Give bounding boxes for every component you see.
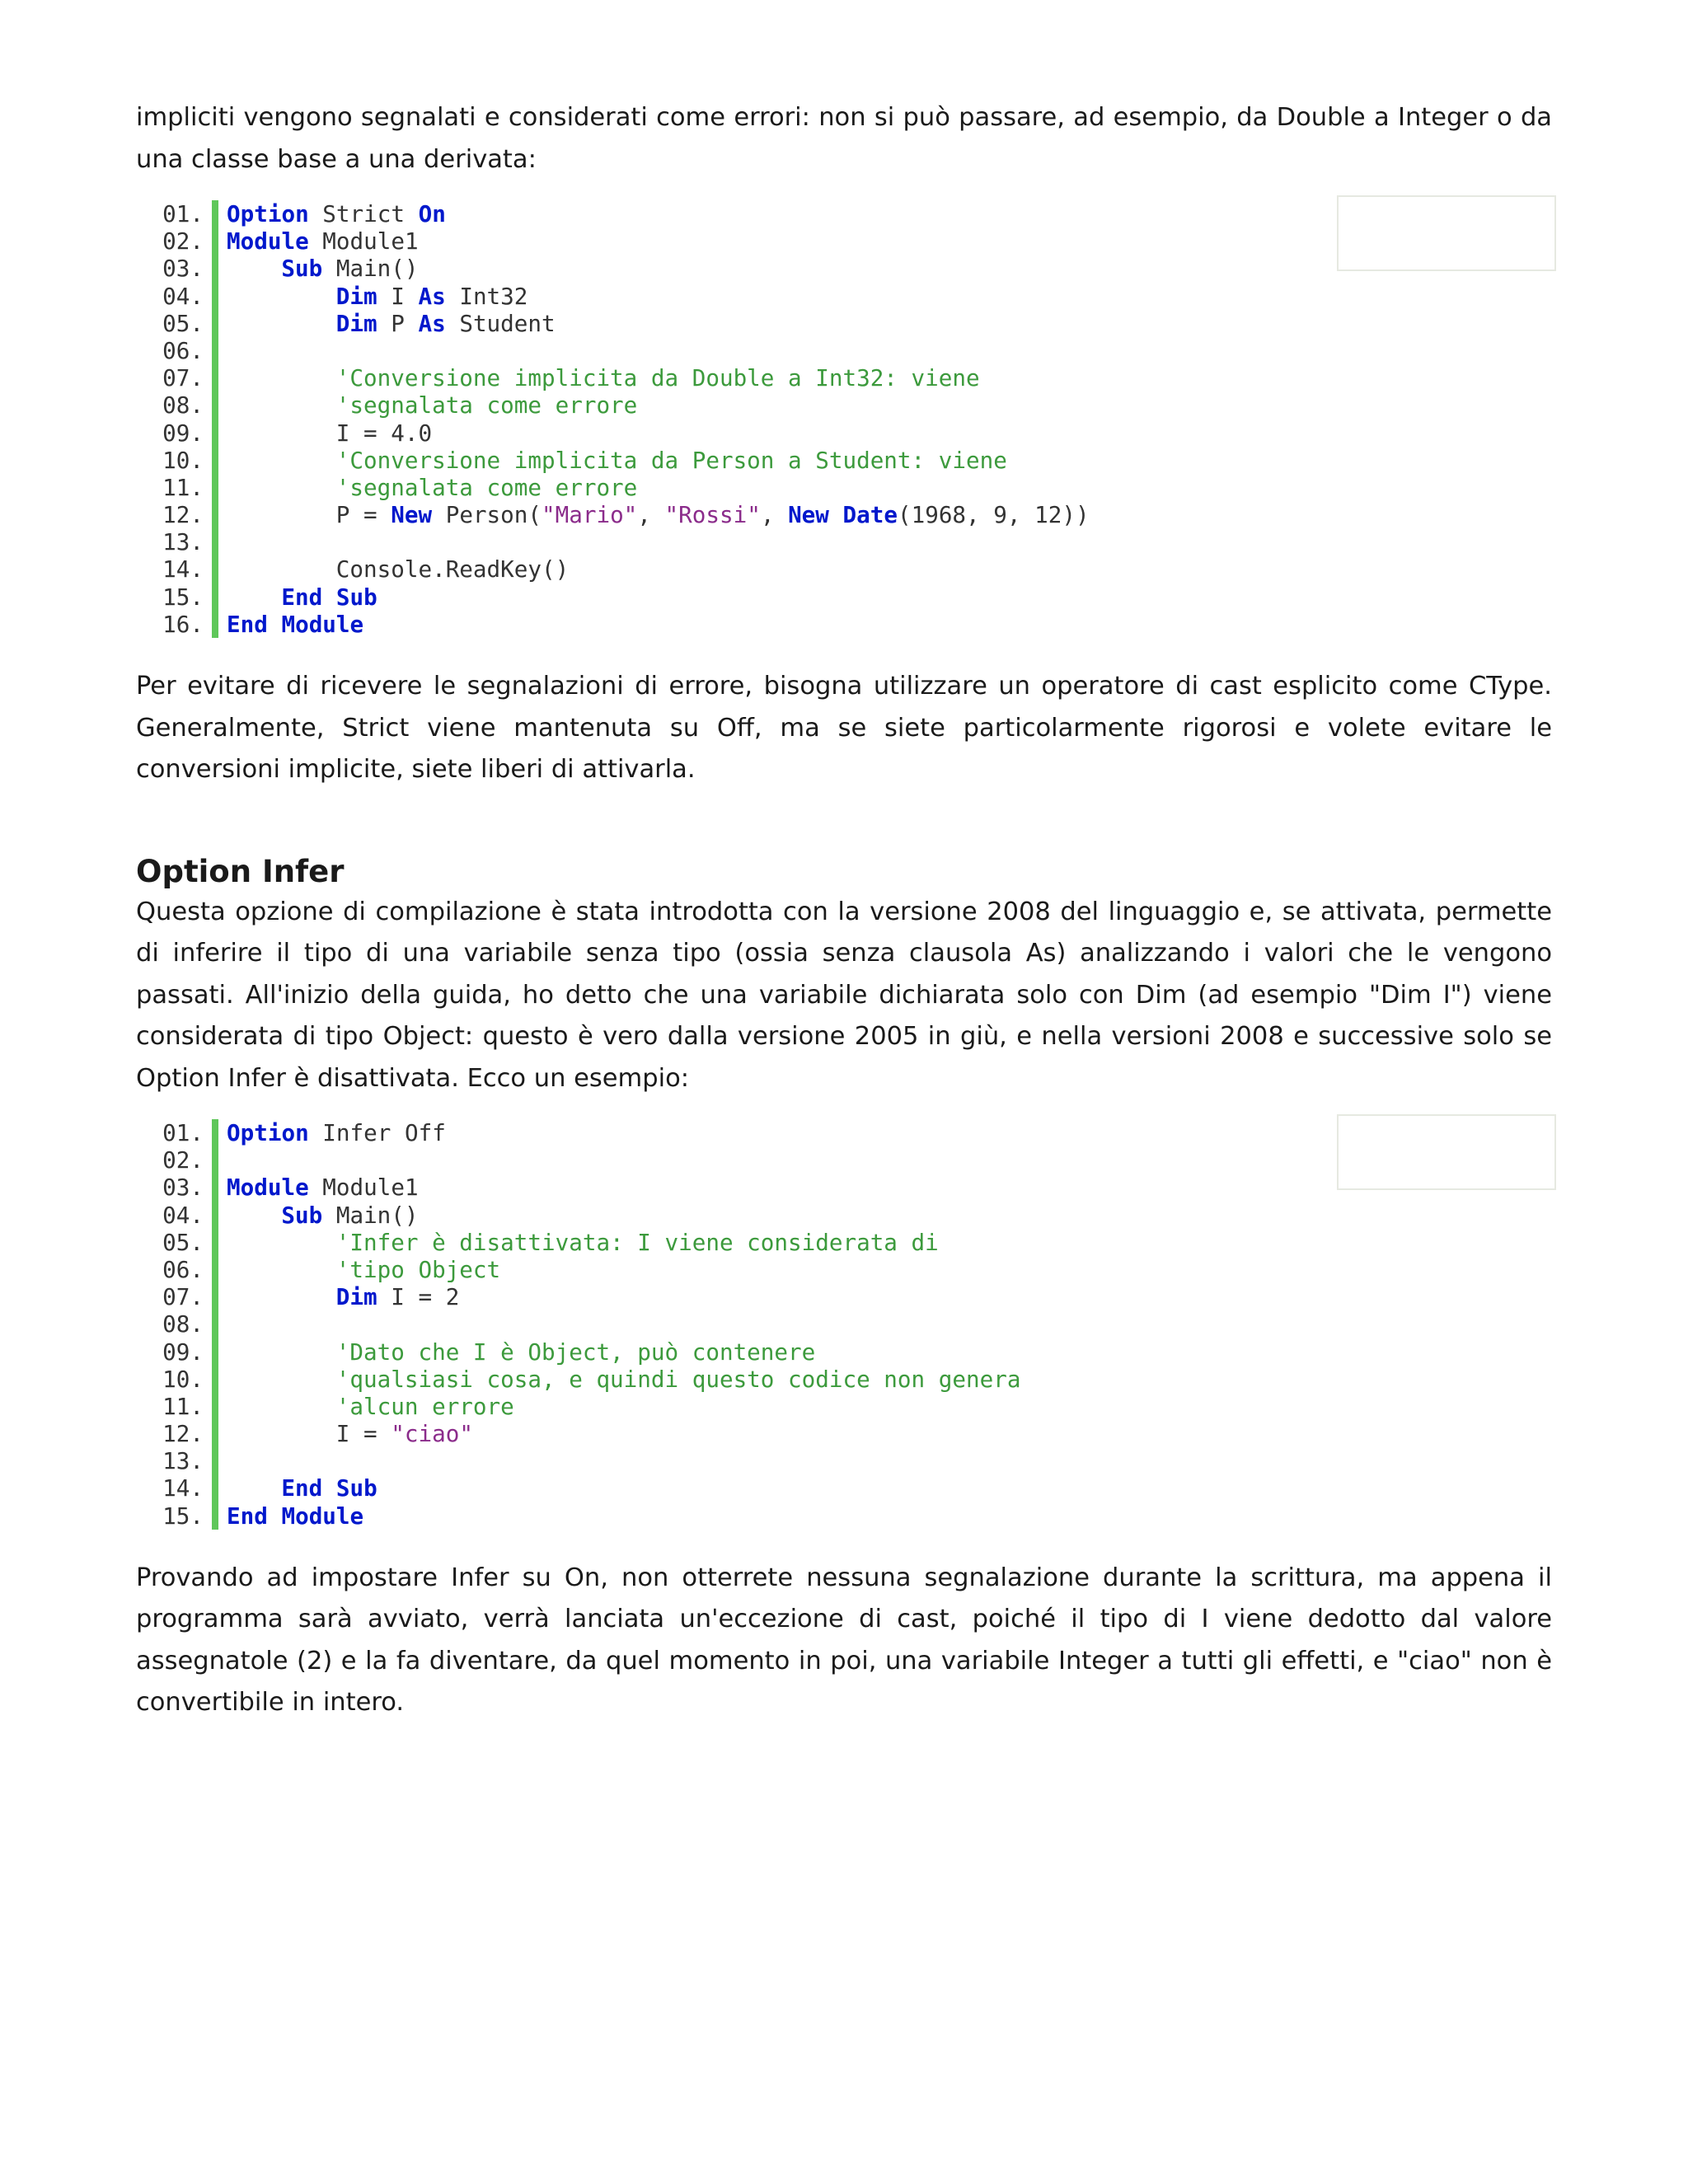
code-keyword: Sub <box>335 583 377 611</box>
code-line <box>136 283 1552 310</box>
line-number: 07. <box>162 1283 204 1311</box>
line-number: 15. <box>162 583 204 611</box>
code-token: Int32 <box>445 282 528 310</box>
code-keyword: Dim <box>335 309 377 337</box>
line-number: 05. <box>162 309 204 337</box>
code-line <box>136 474 1552 501</box>
code-text <box>227 611 363 638</box>
code-comment: 'qualsiasi cosa, e quindi questo codice non genera <box>335 1365 1021 1393</box>
code-keyword: Dim <box>335 282 377 310</box>
code-token: Student <box>445 309 556 337</box>
code-keyword: End <box>281 583 323 611</box>
code-keyword: End <box>227 1502 268 1530</box>
code-token <box>268 1502 282 1530</box>
code-line <box>136 1447 1552 1474</box>
code-token: Infer Off <box>308 1119 446 1146</box>
code-text <box>227 1119 446 1146</box>
line-number: 08. <box>162 391 204 419</box>
code-text <box>227 1202 419 1229</box>
code-line <box>136 555 1552 583</box>
code-gutter <box>212 555 218 583</box>
code-text <box>227 1393 514 1420</box>
code-text <box>227 310 556 337</box>
code-token: Strict <box>308 200 419 227</box>
code-comment: 'alcun errore <box>335 1392 514 1420</box>
code-keyword: Sub <box>335 1474 377 1502</box>
line-number: 11. <box>162 1392 204 1420</box>
line-number: 08. <box>162 1310 204 1338</box>
code-token: I = 4.0 <box>335 419 433 447</box>
code-string: "Rossi" <box>664 501 761 529</box>
line-number: 12. <box>162 501 204 529</box>
code-block-option-infer <box>136 1119 1552 1530</box>
code-toolbar-box <box>1337 195 1556 271</box>
code-gutter <box>212 1146 218 1174</box>
code-token: , <box>637 501 665 529</box>
code-text <box>227 501 1090 528</box>
code-keyword: Module <box>281 1502 364 1530</box>
code-line <box>136 528 1552 555</box>
code-line <box>136 310 1552 337</box>
line-number: 04. <box>162 1201 204 1229</box>
code-text <box>227 255 419 282</box>
code-comment: 'segnalata come errore <box>335 473 638 501</box>
code-line <box>136 419 1552 447</box>
code-comment: 'tipo Object <box>335 1255 501 1283</box>
line-number: 04. <box>162 282 204 310</box>
code-gutter <box>212 1420 218 1447</box>
line-number: 09. <box>162 419 204 447</box>
code-keyword: Dim <box>335 1283 377 1311</box>
code-keyword: New <box>788 501 829 529</box>
code-gutter <box>212 200 218 227</box>
code-gutter <box>212 474 218 501</box>
code-gutter <box>212 1474 218 1502</box>
code-keyword: Option <box>227 200 309 227</box>
code-line <box>136 1310 1552 1338</box>
code-token: (1968, 9, 12)) <box>897 501 1090 529</box>
paragraph-strict-explanation: Per evitare di ricevere le segnalazioni di errore, bisogna utilizzare un operatore di cast esplicito come CType. Generalmente, Strict viene mantenuta su Off, ma se siete particolarmente rigorosi e volete evitare le conversioni implicite, siete liberi di attivarla. <box>136 672 1552 784</box>
code-text <box>227 1420 473 1447</box>
code-comment: 'Conversione implicita da Double a Int32: viene <box>335 364 980 392</box>
code-gutter <box>212 528 218 555</box>
code-text <box>227 1366 1020 1393</box>
code-gutter <box>212 310 218 337</box>
code-token: I = <box>335 1420 392 1448</box>
code-token: I = 2 <box>377 1283 460 1311</box>
code-keyword: Sub <box>281 1201 323 1229</box>
code-text <box>227 447 1007 474</box>
code-keyword: Module <box>227 1174 309 1202</box>
code-text <box>227 555 569 583</box>
code-text <box>227 1338 815 1366</box>
code-token: Module1 <box>308 227 419 255</box>
code-gutter <box>212 1283 218 1310</box>
code-comment: 'Infer è disattivata: I viene considerata di <box>335 1228 939 1256</box>
code-line <box>136 337 1552 364</box>
code-block-option-strict <box>136 200 1552 638</box>
code-token: P <box>377 309 419 337</box>
code-gutter <box>212 501 218 528</box>
code-gutter <box>212 255 218 282</box>
code-token <box>322 583 336 611</box>
code-text <box>227 1502 363 1530</box>
line-number: 09. <box>162 1338 204 1366</box>
code-token: Person( <box>432 501 542 529</box>
code-keyword: Module <box>281 610 364 638</box>
code-text <box>227 583 377 611</box>
code-gutter <box>212 1119 218 1146</box>
code-token: P = <box>335 501 392 529</box>
code-keyword: Module <box>227 227 309 255</box>
line-number: 02. <box>162 227 204 255</box>
code-string: "Mario" <box>542 501 638 529</box>
code-line <box>136 1338 1552 1366</box>
line-number: 14. <box>162 1474 204 1502</box>
code-string: "ciao" <box>391 1420 473 1448</box>
line-number: 03. <box>162 1174 204 1202</box>
line-number: 05. <box>162 1228 204 1256</box>
code-gutter <box>212 1393 218 1420</box>
line-number: 11. <box>162 473 204 501</box>
code-line <box>136 611 1552 638</box>
code-token: I <box>377 282 419 310</box>
line-number: 01. <box>162 200 204 227</box>
code-text <box>227 391 637 419</box>
code-line <box>136 364 1552 391</box>
code-text <box>227 1229 939 1256</box>
code-token: Main() <box>322 255 419 283</box>
code-gutter <box>212 364 218 391</box>
code-line <box>136 1420 1552 1447</box>
line-number: 07. <box>162 364 204 392</box>
document-page <box>136 97 1552 1724</box>
line-number: 16. <box>162 610 204 638</box>
paragraph-infer-on: Provando ad impostare Infer su On, non otterrete nessuna segnalazione durante la scrittura, ma appena il programma sarà avviato, verrà lanciata un'eccezione di cast, poiché il tipo di I viene dedotto dal valore assegnatole (2) e la fa diventare, da quel momento in poi, una variabile Integer a tutti gli effetti, e "ciao" non è convertibile in intero. <box>136 1563 1552 1718</box>
code-token <box>322 1474 336 1502</box>
code-text <box>227 200 446 227</box>
code-gutter <box>212 1366 218 1393</box>
code-gutter <box>212 1338 218 1366</box>
code-gutter <box>212 1256 218 1283</box>
code-gutter <box>212 337 218 364</box>
code-token: Module1 <box>308 1174 419 1202</box>
code-line <box>136 1366 1552 1393</box>
code-keyword: On <box>418 200 446 227</box>
code-text <box>227 283 528 310</box>
code-line <box>136 1229 1552 1256</box>
code-line <box>136 583 1552 611</box>
line-number: 15. <box>162 1502 204 1530</box>
code-line <box>136 1474 1552 1502</box>
code-gutter <box>212 447 218 474</box>
line-number: 10. <box>162 446 204 474</box>
code-token <box>268 611 282 638</box>
paragraph-intro: impliciti vengono segnalati e considerati come errori: non si può passare, ad esempio, da Double a Integer o da una classe base a una derivata: <box>136 103 1552 174</box>
code-text <box>227 1283 459 1310</box>
code-gutter <box>212 227 218 255</box>
code-keyword: End <box>227 610 268 638</box>
code-toolbar-box <box>1337 1114 1556 1190</box>
code-gutter <box>212 1174 218 1201</box>
code-gutter <box>212 1502 218 1530</box>
code-line <box>136 1202 1552 1229</box>
code-line <box>136 391 1552 419</box>
code-gutter <box>212 283 218 310</box>
code-comment: 'segnalata come errore <box>335 391 638 419</box>
code-keyword: End <box>281 1474 323 1502</box>
line-number: 14. <box>162 555 204 583</box>
line-number: 12. <box>162 1420 204 1448</box>
code-line <box>136 1393 1552 1420</box>
code-token: , <box>760 501 789 529</box>
line-number: 06. <box>162 336 204 364</box>
code-token: Main() <box>322 1201 419 1229</box>
code-text <box>227 1174 419 1201</box>
code-line <box>136 501 1552 528</box>
code-gutter <box>212 583 218 611</box>
code-gutter <box>212 611 218 638</box>
line-number: 01. <box>162 1119 204 1146</box>
code-text <box>227 1474 377 1502</box>
paragraph-infer-explanation: Questa opzione di compilazione è stata introdotta con la versione 2008 del linguaggio e, se attivata, permette di inferire il tipo di una variabile senza tipo (ossia senza clausola As) analizzando i valori che le vengono passati. All'inizio della guida, ho detto che una variabile dichiarata solo con Dim (ad esempio "Dim I") viene considerata di tipo Object: questo è vero dalla versione 2005 in giù, e nella versioni 2008 e successive solo se Option Infer è disattivata. Ecco un esempio: <box>136 897 1552 1093</box>
code-keyword: As <box>418 309 446 337</box>
code-keyword: As <box>418 282 446 310</box>
code-comment: 'Dato che I è Object, può contenere <box>335 1338 816 1366</box>
code-keyword: Option <box>227 1119 309 1146</box>
code-line <box>136 1256 1552 1283</box>
code-line <box>136 1502 1552 1530</box>
line-number: 10. <box>162 1365 204 1393</box>
section-heading-option-infer: Option Infer <box>136 853 345 889</box>
code-gutter <box>212 1310 218 1338</box>
code-text <box>227 474 637 501</box>
code-gutter <box>212 1229 218 1256</box>
line-number: 03. <box>162 255 204 283</box>
code-keyword: Date <box>842 501 898 529</box>
code-line <box>136 447 1552 474</box>
line-number: 13. <box>162 528 204 556</box>
code-text <box>227 419 432 447</box>
line-number: 06. <box>162 1255 204 1283</box>
code-token: Console.ReadKey() <box>335 555 570 583</box>
code-text <box>227 227 419 255</box>
line-number: 02. <box>162 1146 204 1174</box>
code-keyword: Sub <box>281 255 323 283</box>
code-gutter <box>212 391 218 419</box>
code-line <box>136 1283 1552 1310</box>
code-gutter <box>212 1447 218 1474</box>
code-keyword: New <box>391 501 433 529</box>
line-number: 13. <box>162 1447 204 1475</box>
code-text <box>227 364 980 391</box>
code-token <box>829 501 843 528</box>
code-comment: 'Conversione implicita da Person a Student: viene <box>335 446 1007 474</box>
code-text <box>227 1256 500 1283</box>
code-gutter <box>212 1202 218 1229</box>
code-gutter <box>212 419 218 447</box>
